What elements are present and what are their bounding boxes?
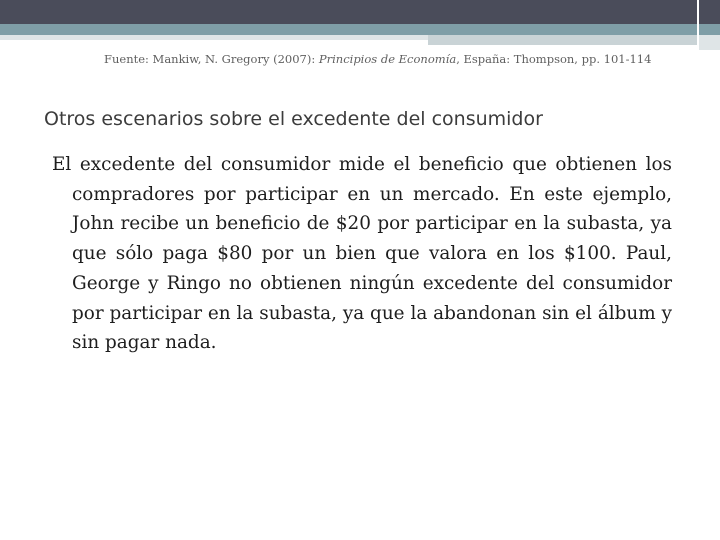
header-dark-bar-right	[699, 0, 720, 24]
header-light-bar-right	[699, 35, 720, 50]
header-dark-bar	[0, 0, 697, 24]
header-teal-bar-right	[699, 24, 720, 35]
source-prefix: Fuente: Mankiw, N. Gregory (2007):	[104, 52, 319, 66]
source-book-title: Principios de Economía	[318, 52, 457, 66]
body-paragraph: El excedente del consumidor mide el beneficio que obtienen los compradores por participar en un mercado. En este ejemplo, John recibe un beneficio de $20 por participar en la subasta, ya que sólo paga $80 por un bien que valora en los $100. Paul, George y Ringo no obtienen ningún excedente del consumidor por participar en la subasta, ya que la abandonan sin el álbum y sin pagar nada.	[52, 154, 672, 354]
header-divider	[697, 0, 699, 50]
slide-title: Otros escenarios sobre el excedente del consumidor	[44, 108, 543, 130]
header-light-step	[428, 35, 697, 45]
header-teal-bar	[0, 24, 697, 35]
source-citation	[104, 52, 704, 66]
source-suffix: , España: Thompson, pp. 101-114	[456, 52, 652, 66]
